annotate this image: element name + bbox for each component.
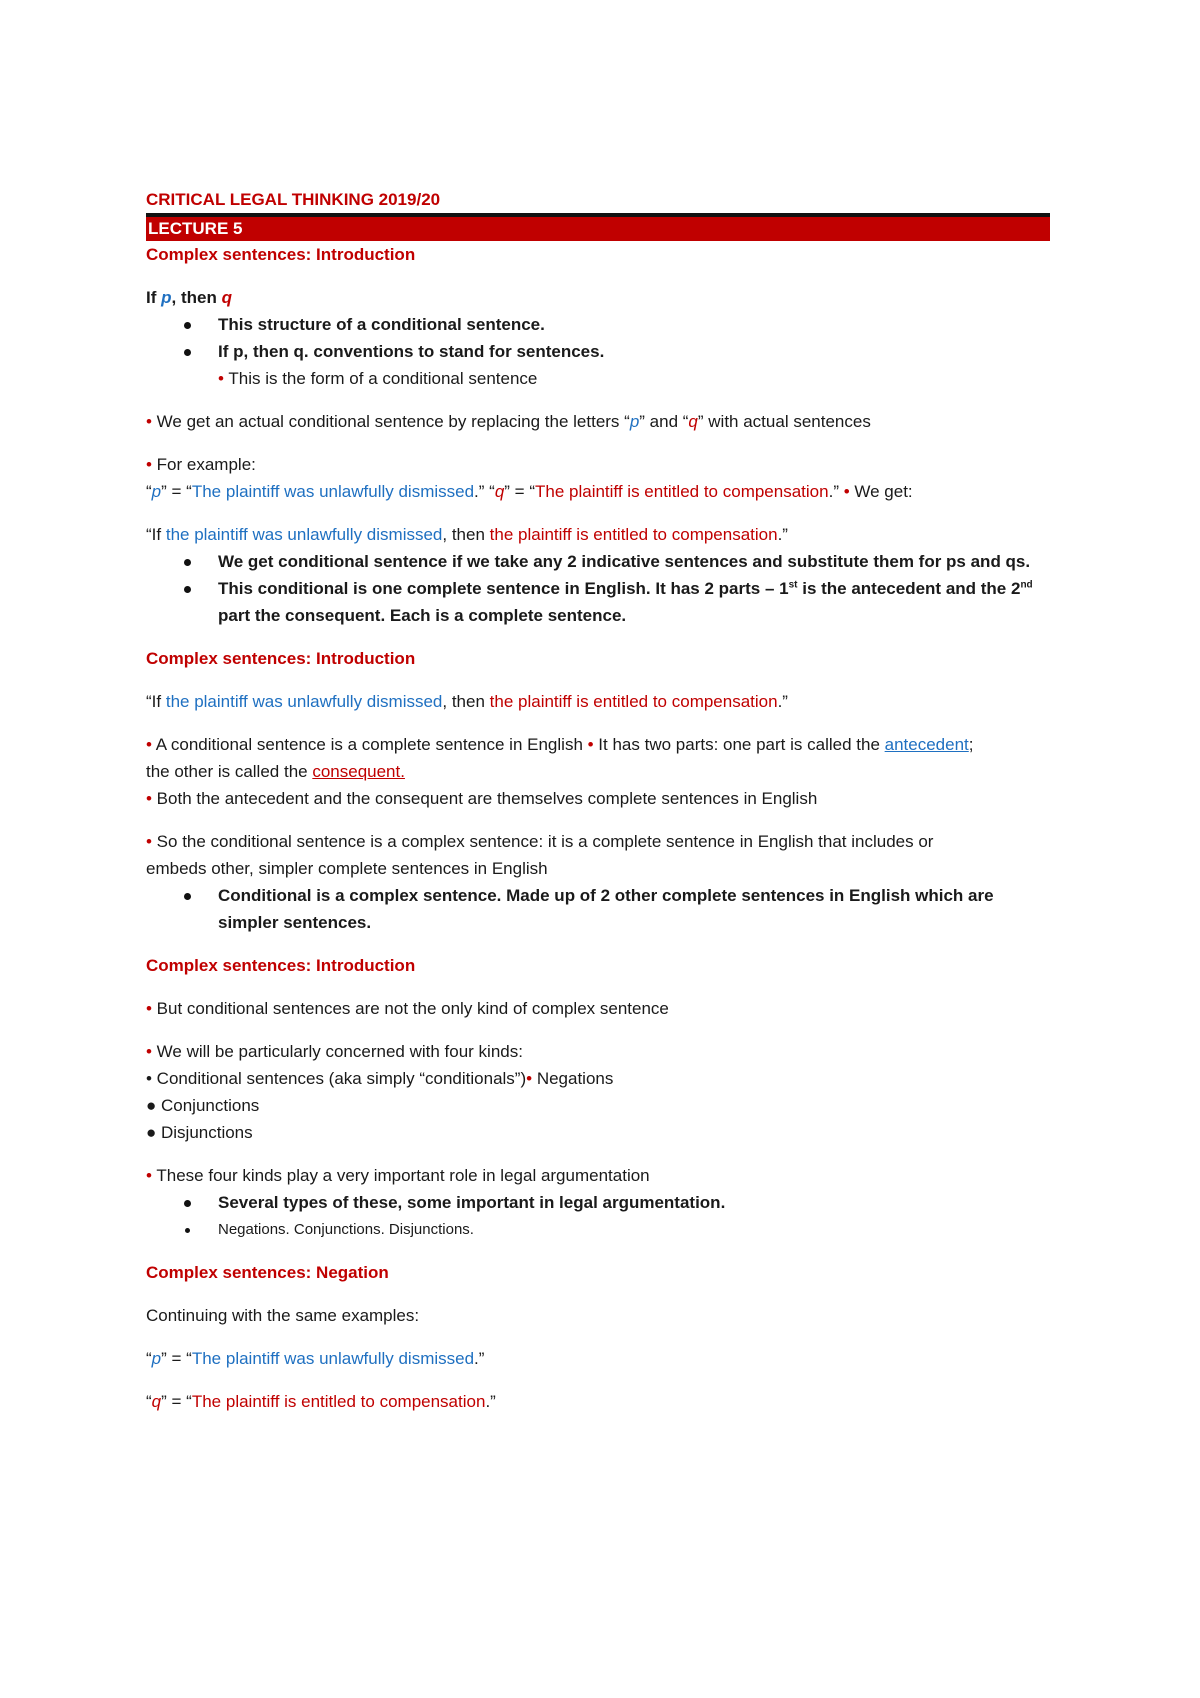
list-item: • Conditional sentences (aka simply “conditionals”)• Negations — [146, 1069, 614, 1088]
note-item: Negations. Conjunctions. Disjunctions. — [146, 1216, 1050, 1243]
note-item: This conditional is one complete sentence in English. It has 2 parts – 1st is the antecedent and the 2nd part the consequent. Each is a complete sentence. — [146, 575, 1050, 629]
example-sentence: “If the plaintiff was unlawfully dismissed, then the plaintiff is entitled to compensation.” — [146, 525, 788, 544]
lecture-banner: LECTURE 5 — [146, 217, 1050, 241]
note-item: If p, then q. conventions to stand for sentences. — [146, 338, 1050, 365]
note-item: This structure of a conditional sentence. — [146, 311, 1050, 338]
example-definition: “q” = “The plaintiff is entitled to compensation.” — [146, 1392, 496, 1411]
paragraph: • For example: — [146, 455, 256, 474]
antecedent-link[interactable]: antecedent — [884, 735, 969, 754]
paragraph: • These four kinds play a very important role in legal argumentation — [146, 1166, 650, 1185]
section-heading: Complex sentences: Negation — [146, 1263, 389, 1282]
paragraph: Continuing with the same examples: — [146, 1306, 420, 1325]
sub-point: • This is the form of a conditional sentence — [218, 369, 538, 388]
paragraph: • We will be particularly concerned with four kinds: — [146, 1042, 523, 1061]
paragraph: “p” = “The plaintiff was unlawfully dismissed.” “q” = “The plaintiff is entitled to compensation.” • We get: — [146, 482, 913, 501]
note-list — [146, 882, 1050, 936]
course-title: CRITICAL LEGAL THINKING 2019/20 — [146, 190, 441, 209]
paragraph: • But conditional sentences are not the only kind of complex sentence — [146, 999, 669, 1018]
note-list — [146, 338, 1050, 365]
paragraph: • Both the antecedent and the consequent are themselves complete sentences in English — [146, 789, 818, 808]
example-definition: “p” = “The plaintiff was unlawfully dismissed.” — [146, 1349, 485, 1368]
note-item: Several types of these, some important in legal argumentation. — [146, 1189, 1050, 1216]
note-list — [146, 311, 1050, 338]
section-heading: Complex sentences: Introduction — [146, 956, 416, 975]
list-item: ● Conjunctions — [146, 1096, 260, 1115]
note-list — [146, 1216, 1050, 1243]
note-list — [146, 548, 1050, 575]
paragraph: • A conditional sentence is a complete sentence in English • It has two parts: one part is called the antecedent; the other is called the consequent. — [146, 735, 974, 781]
note-item: We get conditional sentence if we take any 2 indicative sentences and substitute them for ps and qs. — [146, 548, 1050, 575]
document-body — [146, 188, 1050, 1415]
note-list — [146, 1189, 1050, 1216]
paragraph: • We get an actual conditional sentence by replacing the letters “p” and “q” with actual sentences — [146, 412, 871, 431]
conditional-form: If p, then q — [146, 288, 232, 307]
section-heading: Complex sentences: Introduction — [146, 649, 416, 668]
example-sentence: “If the plaintiff was unlawfully dismissed, then the plaintiff is entitled to compensation.” — [146, 692, 788, 711]
note-list — [146, 575, 1050, 629]
paragraph: • So the conditional sentence is a complex sentence: it is a complete sentence in English that includes or embeds other, simpler complete sentences in English — [146, 832, 934, 878]
section-heading: Complex sentences: Introduction — [146, 245, 416, 264]
consequent-link[interactable]: consequent. — [312, 762, 405, 781]
note-item: Conditional is a complex sentence. Made up of 2 other complete sentences in English which are simpler sentences. — [146, 882, 1050, 936]
list-item: ● Disjunctions — [146, 1123, 253, 1142]
